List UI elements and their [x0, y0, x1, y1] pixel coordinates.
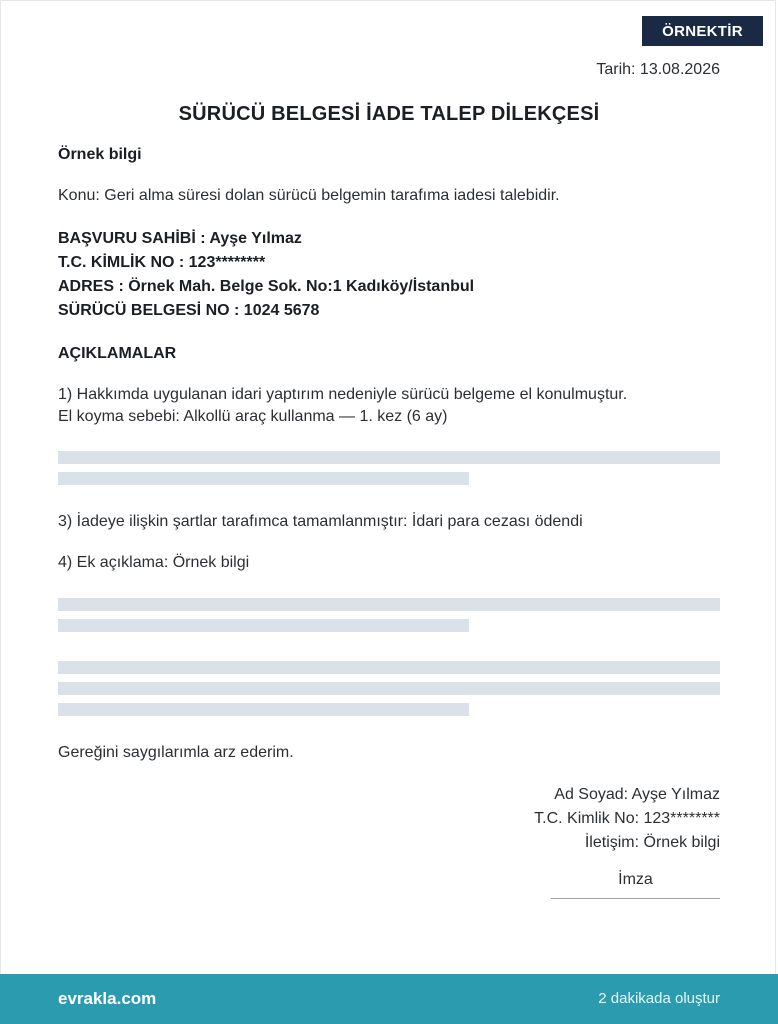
brand-link[interactable]: evrakla.com [58, 989, 157, 1008]
signature-contact: İletişim: Örnek bilgi [584, 834, 720, 851]
signature-tc: T.C. Kimlik No: 123******** [534, 810, 720, 827]
redacted-line [58, 598, 720, 611]
closing-sentence: Gereğini saygılarımla arz ederim. [58, 744, 294, 761]
redacted-line [58, 472, 469, 485]
document-title: SÜRÜCÜ BELGESİ İADE TALEP DİLEKÇESİ [178, 103, 600, 125]
explanations-heading: AÇIKLAMALAR [58, 345, 177, 362]
redacted-line [58, 451, 720, 464]
applicant-tc: T.C. KİMLİK NO : 123******** [58, 254, 266, 271]
create-cta-link[interactable]: 2 dakikada oluştur [598, 990, 720, 1007]
sample-badge: ÖRNEKTİR [642, 16, 763, 46]
redacted-line [58, 682, 720, 695]
explanation-item-3: 3) İadeye ilişkin şartlar tarafımca tamamlanmıştır: İdari para cezası ödendi [58, 513, 583, 530]
document-date: Tarih: 13.08.2026 [596, 61, 720, 78]
explanation-item-1-line-1: 1) Hakkımda uygulanan idari yaptırım nedeniyle sürücü belgeme el konulmuştur. [58, 386, 628, 403]
redacted-line [58, 661, 720, 674]
footer-bar [0, 974, 778, 1024]
applicant-address: ADRES : Örnek Mah. Belge Sok. No:1 Kadıköy/İstanbul [58, 278, 475, 295]
redacted-line [58, 619, 469, 632]
explanation-item-1-line-2: El koyma sebebi: Alkollü araç kullanma — 1. kez (6 ay) [58, 408, 448, 425]
applicant-name: BAŞVURU SAHİBİ : Ayşe Yılmaz [58, 230, 302, 247]
signature-name: Ad Soyad: Ayşe Yılmaz [554, 786, 720, 803]
redacted-line [58, 703, 469, 716]
signature-line [551, 898, 720, 899]
explanation-item-4: 4) Ek açıklama: Örnek bilgi [58, 554, 250, 571]
subject-line: Konu: Geri alma süresi dolan sürücü belgemin tarafıma iadesi talebidir. [58, 187, 560, 204]
example-info-label: Örnek bilgi [58, 146, 142, 163]
signature-label: İmza [618, 871, 653, 888]
applicant-license: SÜRÜCÜ BELGESİ NO : 1024 5678 [58, 302, 320, 319]
